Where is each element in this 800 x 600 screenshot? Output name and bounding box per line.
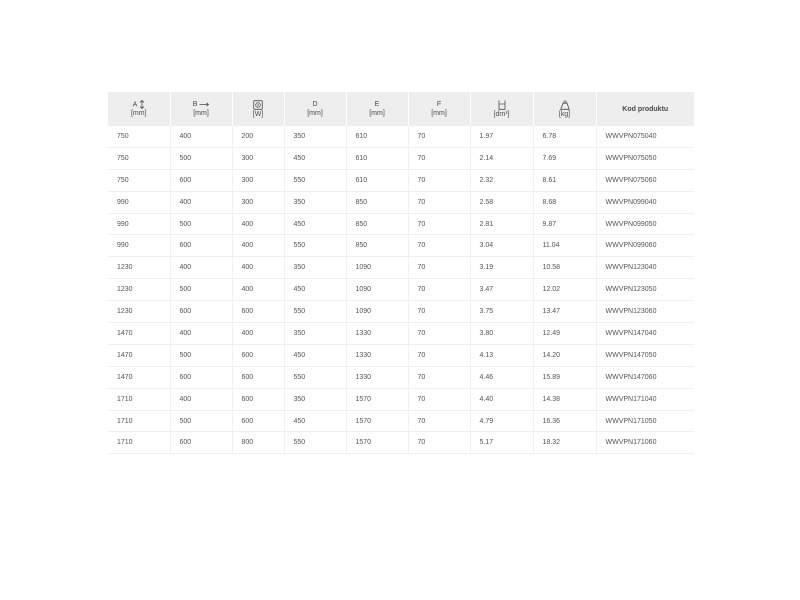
header-a [108,92,170,126]
cell-volume: 3.75 [470,301,533,323]
cell-e: 1330 [346,344,408,366]
cell-weight: 14.20 [533,344,596,366]
table-header-row [108,92,694,126]
cell-weight: 8.68 [533,191,596,213]
cell-volume: 4.13 [470,344,533,366]
cell-d: 350 [284,323,346,345]
cell-power: 600 [232,301,284,323]
cell-d: 550 [284,366,346,388]
header-e-unit: [mm] [369,110,385,117]
cell-b: 600 [170,169,232,191]
cell-weight: 7.69 [533,147,596,169]
cell-e: 610 [346,169,408,191]
cell-e: 850 [346,213,408,235]
cell-e: 1090 [346,257,408,279]
cell-f: 70 [408,344,470,366]
table-row [108,279,694,301]
weight-icon [560,100,570,110]
cell-product-code: WWVPN171040 [596,388,694,410]
cell-power: 800 [232,432,284,454]
cell-b: 500 [170,279,232,301]
cell-weight: 12.49 [533,323,596,345]
cell-a: 1230 [108,279,170,301]
cell-a: 750 [108,169,170,191]
cell-d: 550 [284,301,346,323]
cell-product-code: WWVPN147050 [596,344,694,366]
cell-power: 600 [232,388,284,410]
header-weight-unit: [kg] [558,110,571,118]
cell-b: 400 [170,257,232,279]
cell-b: 600 [170,301,232,323]
cell-weight: 11.04 [533,235,596,257]
cell-a: 1470 [108,344,170,366]
cell-power: 400 [232,257,284,279]
header-b [170,92,232,126]
cell-a: 1470 [108,323,170,345]
cell-f: 70 [408,432,470,454]
cell-volume: 3.19 [470,257,533,279]
table-body [108,126,694,454]
cell-volume: 4.40 [470,388,533,410]
cell-volume: 1.97 [470,126,533,147]
cell-f: 70 [408,279,470,301]
cell-volume: 2.58 [470,191,533,213]
header-a-unit: [mm] [130,110,147,118]
cell-f: 70 [408,388,470,410]
cell-power: 300 [232,191,284,213]
cell-e: 1090 [346,279,408,301]
cell-e: 1090 [346,301,408,323]
cell-weight: 10.58 [533,257,596,279]
cell-weight: 15.89 [533,366,596,388]
cell-volume: 2.32 [470,169,533,191]
cell-weight: 8.61 [533,169,596,191]
cell-d: 450 [284,213,346,235]
cell-b: 500 [170,410,232,432]
cell-b: 400 [170,388,232,410]
cell-f: 70 [408,235,470,257]
table-row [108,366,694,388]
cell-b: 600 [170,432,232,454]
volume-container-icon [498,100,506,110]
cell-weight: 6.78 [533,126,596,147]
cell-e: 1330 [346,323,408,345]
header-product-code [596,92,694,126]
table-row [108,432,694,454]
cell-weight: 13.47 [533,301,596,323]
cell-e: 610 [346,126,408,147]
cell-e: 610 [346,147,408,169]
header-e-label: E [374,101,380,108]
cell-b: 400 [170,323,232,345]
cell-weight: 14.38 [533,388,596,410]
cell-e: 1570 [346,432,408,454]
cell-b: 600 [170,235,232,257]
cell-e: 850 [346,235,408,257]
cell-b: 500 [170,213,232,235]
cell-volume: 5.17 [470,432,533,454]
table-row [108,257,694,279]
header-volume [470,92,533,126]
table-row [108,213,694,235]
header-b-unit: [mm] [193,110,209,117]
cell-e: 1330 [346,366,408,388]
header-e [346,92,408,126]
cell-volume: 4.46 [470,366,533,388]
cell-a: 1470 [108,366,170,388]
cell-d: 450 [284,410,346,432]
table-row [108,344,694,366]
vertical-arrows-icon [139,100,145,109]
cell-a: 1710 [108,410,170,432]
cell-d: 450 [284,279,346,301]
cell-a: 990 [108,213,170,235]
cell-b: 400 [170,126,232,147]
horizontal-arrow-icon [199,102,209,107]
cell-weight: 16.36 [533,410,596,432]
header-f-label: F [436,101,442,108]
cell-volume: 2.81 [470,213,533,235]
header-a-label: A [132,101,137,109]
cell-d: 550 [284,235,346,257]
header-volume-unit: [dm³] [493,110,510,118]
cell-product-code: WWVPN123040 [596,257,694,279]
header-product-code-label: Kod produktu [622,105,669,113]
cell-power: 400 [232,279,284,301]
product-spec-table [108,92,694,454]
header-weight [533,92,596,126]
table-row [108,323,694,345]
cell-a: 1230 [108,301,170,323]
header-power-unit: [W] [252,110,264,118]
cell-weight: 18.32 [533,432,596,454]
product-spec-table-container [108,92,694,454]
cell-f: 70 [408,323,470,345]
cell-d: 350 [284,257,346,279]
cell-power: 400 [232,235,284,257]
cell-b: 500 [170,147,232,169]
cell-product-code: WWVPN075040 [596,126,694,147]
cell-a: 990 [108,235,170,257]
cell-power: 600 [232,366,284,388]
cell-f: 70 [408,213,470,235]
cell-product-code: WWVPN171050 [596,410,694,432]
cell-weight: 9.87 [533,213,596,235]
cell-power: 300 [232,147,284,169]
cell-a: 1710 [108,388,170,410]
cell-volume: 3.04 [470,235,533,257]
header-f [408,92,470,126]
cell-d: 350 [284,126,346,147]
header-d-label: D [312,101,318,108]
cell-d: 350 [284,191,346,213]
cell-power: 400 [232,323,284,345]
cell-a: 750 [108,126,170,147]
cell-f: 70 [408,257,470,279]
cell-f: 70 [408,410,470,432]
table-row [108,147,694,169]
table-row [108,191,694,213]
table-row [108,388,694,410]
radiator-power-icon [253,100,263,110]
cell-volume: 4.79 [470,410,533,432]
cell-power: 600 [232,344,284,366]
cell-power: 200 [232,126,284,147]
cell-f: 70 [408,169,470,191]
cell-product-code: WWVPN075060 [596,169,694,191]
header-power [232,92,284,126]
table-row [108,410,694,432]
header-d [284,92,346,126]
header-d-unit: [mm] [307,110,323,117]
cell-e: 1570 [346,410,408,432]
header-f-unit: [mm] [431,110,447,117]
cell-a: 1710 [108,432,170,454]
cell-b: 400 [170,191,232,213]
cell-a: 1230 [108,257,170,279]
header-b-label: B [192,101,198,108]
cell-a: 750 [108,147,170,169]
cell-e: 1570 [346,388,408,410]
cell-volume: 3.80 [470,323,533,345]
table-row [108,126,694,147]
cell-d: 550 [284,169,346,191]
cell-power: 400 [232,213,284,235]
cell-product-code: WWVPN075050 [596,147,694,169]
cell-product-code: WWVPN171060 [596,432,694,454]
cell-d: 450 [284,147,346,169]
cell-f: 70 [408,301,470,323]
cell-f: 70 [408,126,470,147]
cell-e: 850 [346,191,408,213]
cell-product-code: WWVPN123060 [596,301,694,323]
cell-volume: 2.14 [470,147,533,169]
cell-d: 350 [284,388,346,410]
cell-product-code: WWVPN099060 [596,235,694,257]
cell-a: 990 [108,191,170,213]
table-row [108,235,694,257]
cell-volume: 3.47 [470,279,533,301]
cell-d: 450 [284,344,346,366]
cell-product-code: WWVPN123050 [596,279,694,301]
cell-f: 70 [408,366,470,388]
cell-product-code: WWVPN099050 [596,213,694,235]
cell-product-code: WWVPN099040 [596,191,694,213]
table-row [108,169,694,191]
table-row [108,301,694,323]
cell-f: 70 [408,191,470,213]
cell-weight: 12.02 [533,279,596,301]
cell-f: 70 [408,147,470,169]
cell-power: 300 [232,169,284,191]
cell-b: 600 [170,366,232,388]
cell-product-code: WWVPN147040 [596,323,694,345]
cell-power: 600 [232,410,284,432]
cell-d: 550 [284,432,346,454]
cell-b: 500 [170,344,232,366]
cell-product-code: WWVPN147060 [596,366,694,388]
